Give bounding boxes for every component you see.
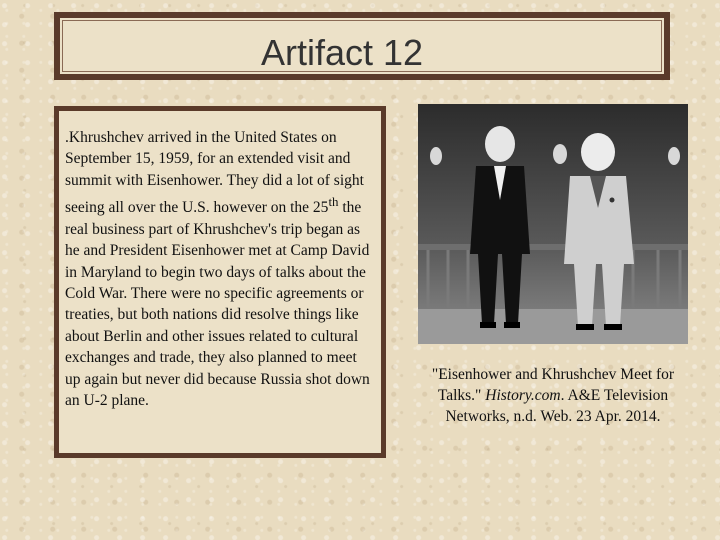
photo-citation [418, 364, 688, 427]
slide-title: Artifact 12 [260, 32, 424, 73]
description-intro: .Khrushchev arrived in the United States on September 15, 1959, for an extended visit and summit with Eisenhower. They did a lot of sight seeing all over the U.S. however on the 25 [65, 129, 364, 217]
description-rest: the real business part of Khrushchev's trip began as he and President Eisenhower met at Camp David in Maryland to begin two days of talks about the Cold War. There were no specific agreements or treaties, but both nations did resolve things like about Berlin and other issues related to cultural exchanges and trade, they also planned to meet up again but never did because Russia shot down an U-2 plane. [65, 199, 370, 410]
ordinal-suffix: th [328, 194, 339, 210]
historical-photo [418, 104, 688, 344]
title-frame [54, 12, 670, 80]
text-panel [54, 106, 386, 458]
citation-publisher: . A&E Television Networks, n.d. Web. 23 Apr. 2014. [445, 387, 669, 425]
citation-title: "Eisenhower and Khrushchev Meet for Talks." [431, 366, 675, 404]
citation-source: History.com [485, 387, 561, 404]
photo-image [418, 104, 688, 344]
artifact-description [65, 127, 375, 411]
